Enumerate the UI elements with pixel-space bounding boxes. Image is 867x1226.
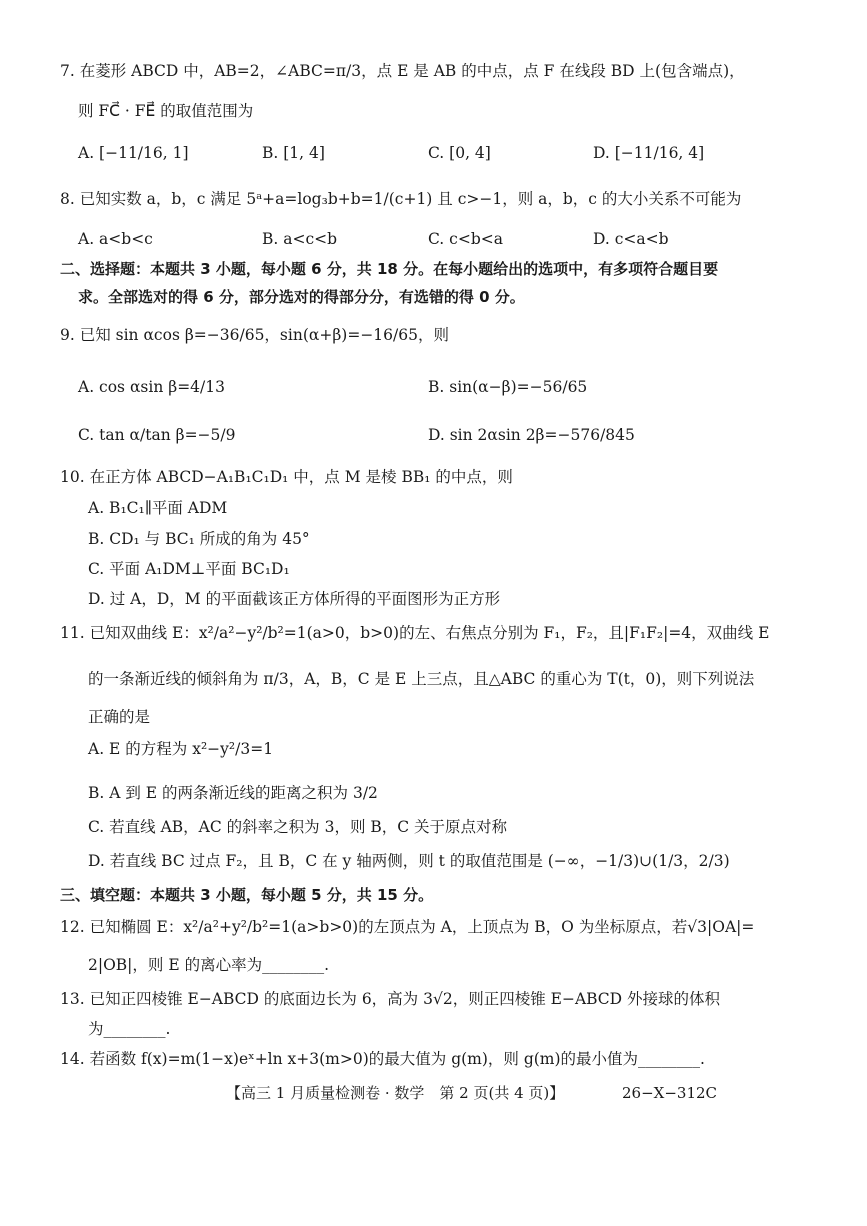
q12-line1: 12. 已知椭圆 E：x²/a²+y²/b²=1(a>b>0)的左顶点为 A，上顶点为 B，O 为坐标原点，若√3|OA|= (60, 918, 755, 936)
footer-code: 26−X−312C (622, 1084, 718, 1102)
q8-option-c: C. c<b<a (428, 230, 503, 248)
q11-option-d: D. 若直线 BC 过点 F₂，且 B，C 在 y 轴两侧，则 t 的取值范围是 (−∞，−1/3)∪(1/3，2/3) (88, 852, 730, 870)
q7-option-a: A. [−11/16, 1] (78, 144, 189, 162)
section2-line1: 二、选择题：本题共 3 小题，每小题 6 分，共 18 分。在每小题给出的选项中，有多项符合题目要 (60, 260, 719, 278)
q9-option-c: C. tan α/tan β=−5/9 (78, 426, 236, 444)
q10-option-a: A. B₁C₁∥平面 ADM (88, 499, 228, 517)
q10-stem: 10. 在正方体 ABCD−A₁B₁C₁D₁ 中，点 M 是棱 BB₁ 的中点，则 (60, 468, 513, 486)
q9-option-a: A. cos αsin β=4/13 (78, 378, 225, 396)
q9-stem: 9. 已知 sin αcos β=−36/65，sin(α+β)=−16/65，则 (60, 326, 449, 344)
q10-option-b: B. CD₁ 与 BC₁ 所成的角为 45° (88, 530, 310, 548)
q8-stem: 8. 已知实数 a，b，c 满足 5ᵃ+a=log₃b+b=1/(c+1) 且 c>−1，则 a，b，c 的大小关系不可能为 (60, 190, 742, 208)
footer-title: 【高三 1 月质量检测卷 · 数学 第 2 页(共 4 页)】 (226, 1084, 565, 1102)
q8-option-b: B. a<c<b (262, 230, 338, 248)
q7-stem-line2: 则 FC⃗ · FE⃗ 的取值范围为 (78, 102, 254, 120)
q11-option-a: A. E 的方程为 x²−y²/3=1 (88, 740, 274, 758)
q7-option-b: B. [1, 4] (262, 144, 325, 162)
q7-option-c: C. [0, 4] (428, 144, 491, 162)
q11-stem-line2: 的一条渐近线的倾斜角为 π/3，A，B，C 是 E 上三点，且△ABC 的重心为 T(t，0)，则下列说法 (88, 670, 755, 688)
q12-line2: 2|OB|，则 E 的离心率为________. (88, 956, 329, 974)
q13-line2: 为________. (88, 1020, 171, 1038)
q13-line1: 13. 已知正四棱锥 E−ABCD 的底面边长为 6，高为 3√2，则正四棱锥 E−ABCD 外接球的体积 (60, 990, 721, 1008)
q9-option-b: B. sin(α−β)=−56/65 (428, 378, 588, 396)
q11-stem-line3: 正确的是 (88, 708, 151, 726)
q8-option-a: A. a<b<c (78, 230, 153, 248)
q10-option-c: C. 平面 A₁DM⊥平面 BC₁D₁ (88, 560, 290, 578)
q7-option-d: D. [−11/16, 4] (593, 144, 705, 162)
q11-option-c: C. 若直线 AB，AC 的斜率之积为 3，则 B，C 关于原点对称 (88, 818, 508, 836)
section2-line2: 求。全部选对的得 6 分，部分选对的得部分分，有选错的得 0 分。 (78, 288, 525, 306)
q7-stem-line1: 7. 在菱形 ABCD 中，AB=2，∠ABC=π/3，点 E 是 AB 的中点，点 F 在线段 BD 上(包含端点)， (60, 62, 745, 80)
q11-stem-line1: 11. 已知双曲线 E：x²/a²−y²/b²=1(a>0，b>0)的左、右焦点分别为 F₁，F₂，且|F₁F₂|=4，双曲线 E (60, 624, 770, 642)
q9-option-d: D. sin 2αsin 2β=−576/845 (428, 426, 635, 444)
q11-option-b: B. A 到 E 的两条渐近线的距离之积为 3/2 (88, 784, 378, 802)
q14-line1: 14. 若函数 f(x)=m(1−x)eˣ+ln x+3(m>0)的最大值为 g(m)，则 g(m)的最小值为________. (60, 1050, 705, 1068)
q10-option-d: D. 过 A，D，M 的平面截该正方体所得的平面图形为正方形 (88, 590, 501, 608)
q8-option-d: D. c<a<b (593, 230, 669, 248)
section3-title: 三、填空题：本题共 3 小题，每小题 5 分，共 15 分。 (60, 886, 434, 904)
